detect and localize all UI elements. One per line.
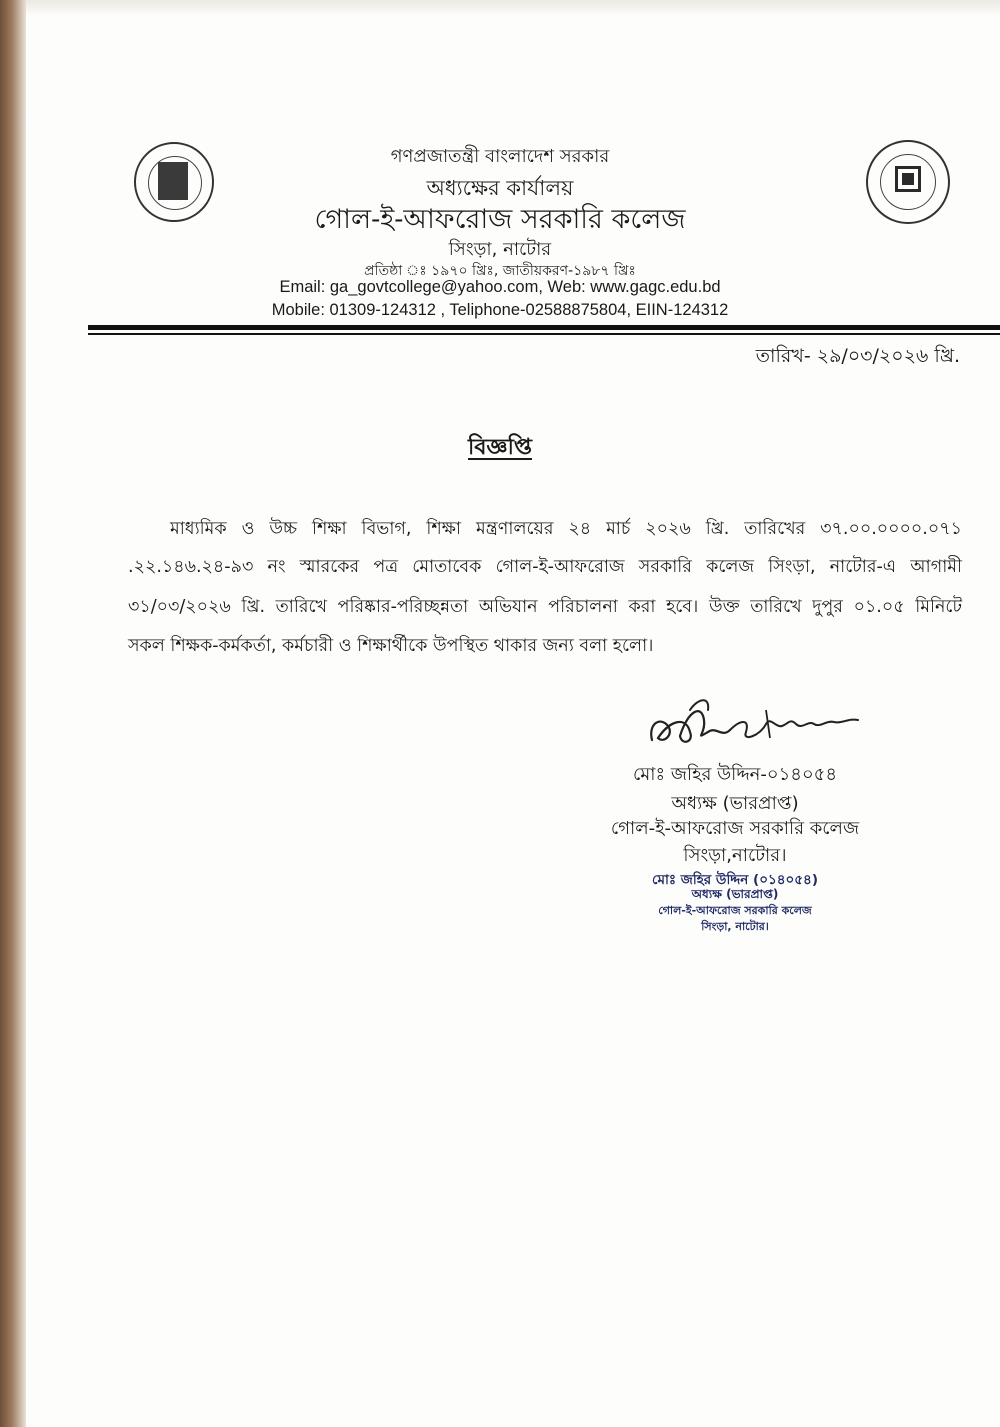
scan-top-strip <box>26 0 1000 16</box>
signatory-college: গোল-ই-আফরোজ সরকারি কলেজ <box>610 818 860 839</box>
notice-title-wrap <box>0 430 1000 467</box>
stamp-location: সিংড়া, নাটোর। <box>701 920 769 933</box>
header-divider-thick <box>88 325 1000 330</box>
body-line: ৩১/০৩/২০২৬ খ্রি. তারিখে পরিষ্কার-পরিচ্ছন্নতা অভিযান পরিচালনা করা হবে। উক্ত তারিখে দুপুর ০১.০৫ মিনিটে <box>128 597 962 617</box>
handwritten-signature <box>590 680 890 770</box>
signatory-location: সিংড়া,নাটোর। <box>683 845 787 866</box>
college-name: গোল-ই-আফরোজ সরকারি কলেজ <box>314 204 686 235</box>
government-name: গণপ্রজাতন্ত্রী বাংলাদেশ সরকার <box>390 146 610 167</box>
header-divider-thin <box>88 333 1000 335</box>
college-location: সিংড়া, নাটোর <box>448 239 552 260</box>
body-line: মাধ্যমিক ও উচ্চ শিক্ষা বিভাগ, শিক্ষা মন্ত্রণালয়ের ২৪ মার্চ ২০২৬ খ্রি. তারিখের ৩৭.০০.০০০০.০৭১ <box>170 519 962 539</box>
phone-info: Mobile: 01309-124312 , Teliphone-02588875804, EIIN-124312 <box>271 301 729 319</box>
signatory-name: মোঃ জহির উদ্দিন-০১৪০৫৪ <box>632 764 838 785</box>
stamp-name: মোঃ জহির উদ্দিন (০১৪০৫৪) <box>651 872 818 888</box>
stamp-designation: অধ্যক্ষ (ভারপ্রাপ্ত) <box>691 887 779 901</box>
body-line: সকল শিক্ষক-কর্মকর্তা, কর্মচারী ও শিক্ষার্থীকে উপস্থিত থাকার জন্য বলা হলো। <box>128 636 654 656</box>
body-line: .২২.১৪৬.২৪-৯৩ নং স্মারকের পত্র মোতাবেক গোল-ই-আফরোজ সরকারি কলেজ সিংড়া, নাটোর-এ আগামী <box>128 557 962 577</box>
establishment-info: প্রতিষ্ঠা ঃ ১৯৭০ খ্রিঃ, জাতীয়করণ-১৯৮৭ খ্রিঃ <box>364 263 636 279</box>
contact-info: Email: ga_govtcollege@yahoo.com, Web: www.gagc.edu.bd <box>279 278 721 296</box>
signatory-designation: অধ্যক্ষ (ভারপ্রাপ্ত) <box>671 793 799 814</box>
notice-date: তারিখ- ২৯/০৩/২০২৬ খ্রি. <box>755 345 960 367</box>
office-name: অধ্যক্ষের কার্যালয় <box>426 176 574 200</box>
stamp-college: গোল-ই-আফরোজ সরকারি কলেজ <box>658 904 812 917</box>
notice-title: বিজ্ঞপ্তি <box>468 435 532 460</box>
